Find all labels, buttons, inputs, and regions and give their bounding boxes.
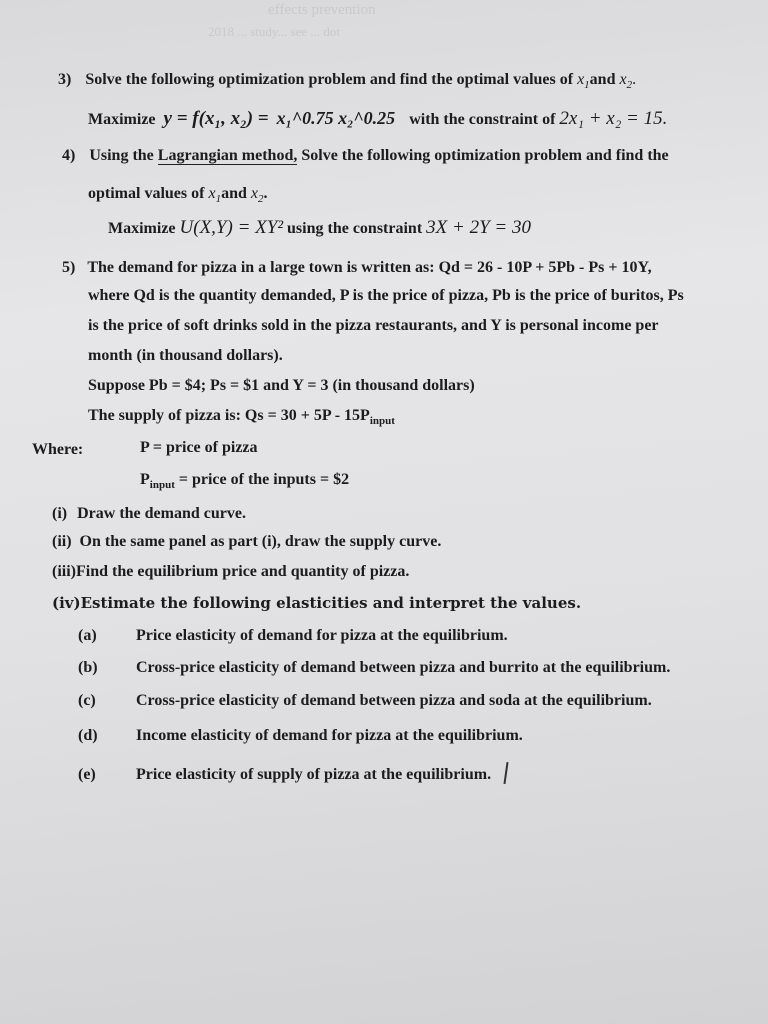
subpart-b-text: Cross-price elasticity of demand between pizza and burrito at the equilibrium. <box>136 659 671 676</box>
subpart-c-label: (c) <box>78 692 96 709</box>
subpart-a-label: (a) <box>78 627 97 644</box>
q3-prompt: Solve the following optimization problem and find the optimal values of <box>85 71 574 88</box>
q4-prompt-post: Solve the following optimization problem and find the <box>301 147 669 164</box>
subpart-d-text: Income elasticity of demand for pizza at the equilibrium. <box>136 727 523 744</box>
q3-number: 3) <box>58 71 72 88</box>
q4-using: using the constraint <box>287 220 423 237</box>
q3-objective: x₁^0.75 x₂^0.25 <box>276 108 396 128</box>
part-ii-label: (ii) <box>52 533 72 550</box>
ghost-text-top-2: 2018 ... study... see ... dot <box>208 24 341 39</box>
subpart-a-text: Price elasticity of demand for pizza at the equilibrium. <box>136 627 508 644</box>
q3-and: and <box>589 71 616 88</box>
subpart-a <box>78 626 508 646</box>
part-iii <box>52 562 409 582</box>
subpart-c-text: Cross-price elasticity of demand between pizza and soda at the equilibrium. <box>136 692 652 709</box>
q4-number: 4) <box>62 147 76 164</box>
part-i <box>52 504 246 524</box>
q3-line-1: 3) Solve the following optimization problem and find the optimal values of $x_1and$ $x_2$. <box>58 71 637 92</box>
q3-function: y = f(x₁, x₂) = <box>163 108 269 129</box>
q4-x2: $x_2$ <box>250 185 264 206</box>
subpart-d <box>78 726 523 746</box>
q5-line-3: is the price of soft drinks sold in the pizza restaurants, and Y is personal income per <box>88 317 659 334</box>
part-ii <box>52 532 441 552</box>
part-iv <box>52 593 581 613</box>
q3-x1: $x_1$ <box>577 71 590 92</box>
pen-mark <box>504 762 509 784</box>
q5-def-p: P = price of pizza <box>140 439 258 456</box>
subpart-c <box>78 691 652 711</box>
q4-and: and <box>221 185 247 202</box>
part-i-label: (i) <box>52 505 68 522</box>
q5-supply: The supply of pizza is: $Qs = 30 + 5P - 15P_{input}$ <box>88 407 395 428</box>
q5-line-4: month (in thousand dollars). <box>88 347 283 364</box>
q4-maximize-label: Maximize <box>108 220 176 237</box>
q3-maximize-label: Maximize <box>88 111 156 128</box>
q5-line1-text: The demand for pizza in a large town is written as: Qd = 26 - 10P + 5Pb - Ps + 10Y, <box>87 259 652 276</box>
q5-line-1 <box>62 258 652 278</box>
subpart-b-label: (b) <box>78 659 98 676</box>
q5-where: Where: <box>32 441 84 458</box>
q3-x2: $x_2$ <box>619 71 633 92</box>
q3-constraint-label: with the constraint of <box>409 111 556 128</box>
part-iii-text: Find the equilibrium price and quantity of pizza. <box>76 563 410 580</box>
ghost-text-top: effects prevention <box>268 2 376 18</box>
q4-line-3 <box>108 218 531 239</box>
subpart-d-label: (d) <box>78 727 98 744</box>
q4-method: Lagrangian method, <box>157 147 298 164</box>
q4-x1: $x_1$ <box>208 185 222 206</box>
q5-supply-sub: input <box>369 415 395 428</box>
subpart-e-text: Price elasticity of supply of pizza at the equilibrium. <box>136 766 492 783</box>
q5-line-2: where Qd is the quantity demanded, P is the price of pizza, Pb is the price of buritos, Ps <box>88 287 684 304</box>
part-i-text: Draw the demand curve. <box>77 505 246 522</box>
q4-prompt-pre: Using the <box>89 147 154 164</box>
part-iii-label: (iii) <box>52 563 76 580</box>
q5-number: 5) <box>62 259 76 276</box>
subpart-b <box>78 658 670 678</box>
subpart-e <box>78 762 507 785</box>
q3-constraint: 2x₁ + x₂ = 15. <box>559 108 668 129</box>
q5-line-5: Suppose Pb = $4; Ps = $1 and Y = 3 (in thousand dollars) <box>88 377 475 394</box>
q4-line2-text: optimal values of <box>88 185 205 202</box>
part-iv-label: (iv) <box>52 594 81 612</box>
subpart-e-label: (e) <box>78 766 96 783</box>
q5-def-pinput: $P_{input}$ = price of the inputs = $2 <box>140 471 350 492</box>
q4-constraint: 3X + 2Y = 30 <box>426 217 531 238</box>
q4-line-2: optimal values of $x_1and$ $x_2$. <box>88 185 268 206</box>
q4-line-1 <box>62 146 669 166</box>
part-iv-text: Estimate the following elasticities and interpret the values. <box>80 594 582 612</box>
q4-utility: U(X,Y) = XY² <box>179 217 284 238</box>
q3-line-2 <box>88 108 667 130</box>
part-ii-text: On the same panel as part (i), draw the supply curve. <box>79 533 442 550</box>
